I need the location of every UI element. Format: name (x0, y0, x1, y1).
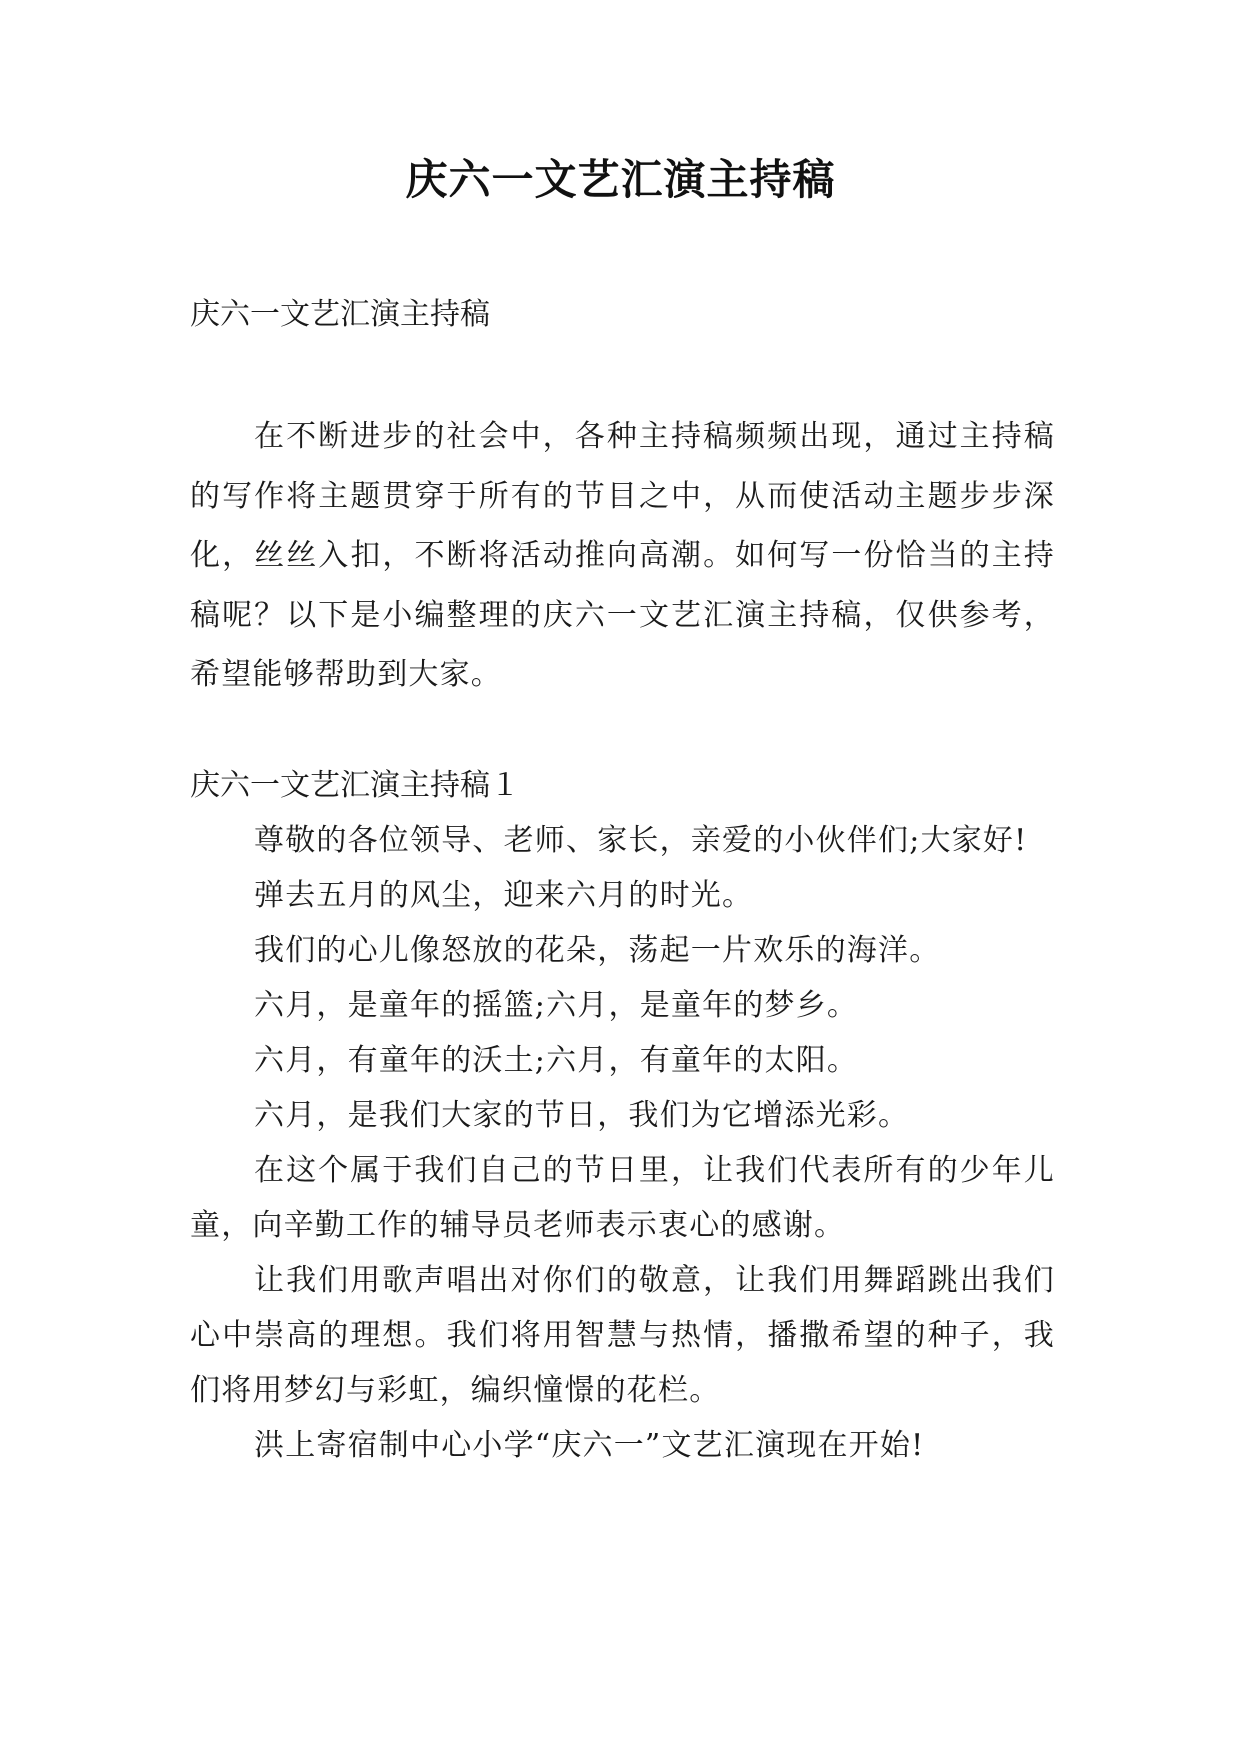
speech-paragraph: 六月，有童年的沃土;六月，有童年的太阳。 (254, 1043, 859, 1078)
speech-paragraph: 我们的心儿像怒放的花朵，荡起一片欢乐的海洋。 (254, 933, 941, 968)
section-heading: 庆六一文艺汇演主持稿１ (190, 768, 520, 803)
speech-paragraph: 六月，是我们大家的节日，我们为它增添光彩。 (254, 1098, 910, 1133)
speech-paragraph: 六月，是童年的摇篮;六月，是童年的梦乡。 (254, 988, 859, 1023)
speech-paragraph: 洪上寄宿制中心小学“庆六一”文艺汇演现在开始! (254, 1428, 925, 1463)
document-title: 庆六一文艺汇演主持稿 (405, 155, 836, 204)
speech-body (190, 813, 1055, 1473)
intro-paragraph: 在不断进步的社会中，各种主持稿频频出现，通过主持稿的写作将主题贯穿于所有的节目之中，从而使活动主题步步深化，丝丝入扣，不断将活动推向高潮。如何写一份恰当的主持稿呢？以下是小编整理的庆六一文艺汇演主持稿，仅供参考，希望能够帮助到大家。 (190, 419, 1055, 692)
document-subtitle: 庆六一文艺汇演主持稿 (190, 297, 490, 332)
speech-paragraph: 在这个属于我们自己的节日里，让我们代表所有的少年儿童，向辛勤工作的辅导员老师表示衷心的感谢。 (190, 1153, 1055, 1243)
speech-paragraph: 让我们用歌声唱出对你们的敬意，让我们用舞蹈跳出我们心中崇高的理想。我们将用智慧与热情，播撒希望的种子，我们将用梦幻与彩虹，编织憧憬的花栏。 (190, 1263, 1055, 1408)
speech-paragraph: 弹去五月的风尘，迎来六月的时光。 (254, 878, 754, 913)
speech-paragraph: 尊敬的各位领导、老师、家长，亲爱的小伙伴们;大家好! (254, 823, 1028, 858)
